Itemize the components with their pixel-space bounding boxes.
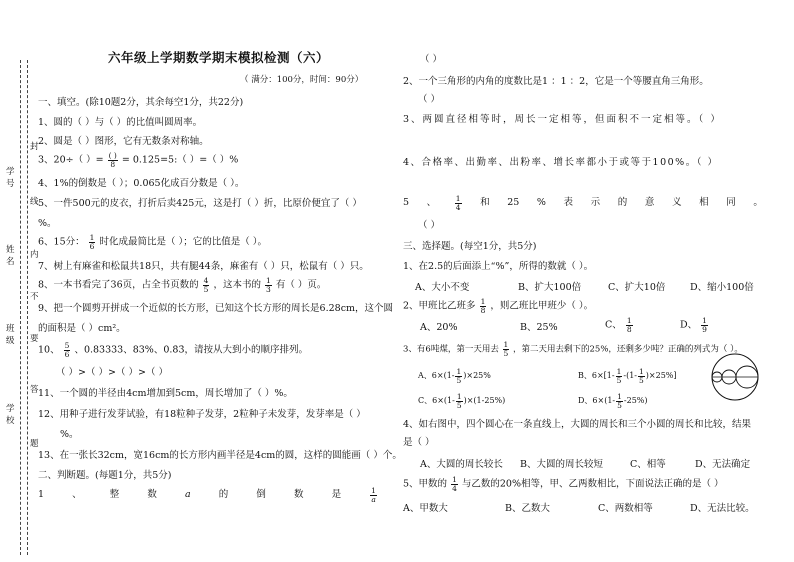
- s3-q5-opt-b: B、乙数大: [505, 503, 550, 514]
- page-title: 六年级上学期数学期末模拟检测（六）: [108, 50, 330, 65]
- s3-q2-opt-d: D、 $\frac{1}{9}$: [680, 316, 707, 334]
- s2-q2-blank: （ ）: [418, 94, 441, 105]
- binding-char: 不: [30, 292, 39, 302]
- section1-heading: 一、填空。(除10题2分，其余每空1分，共22分): [38, 97, 244, 108]
- s1-q3: [38, 152, 238, 168]
- s3-q2-opt-a: A、20%: [420, 322, 458, 333]
- s3-q3-opt-c: C、6×(1- $\frac{1}{5}$ )×(1-25%): [418, 392, 506, 410]
- s3-q5-opt-c: C、两数相等: [598, 503, 653, 514]
- label-class: 班级: [6, 324, 15, 346]
- s1-q5-a: 5、一件500元的皮衣，打折后卖425元，这是打（ ）折，比原价便宜了（ ）: [38, 198, 362, 209]
- s1-q12-a: 12、用种子进行发芽试验，有18粒种子发芽，2粒种子未发芽，发芽率是（ ）: [38, 409, 366, 420]
- s1-q12-b: %。: [60, 429, 79, 440]
- s3-q1-opt-b: B、扩大100倍: [518, 282, 582, 293]
- s3-q3-fraction: $\frac{1}{5}$: [503, 340, 509, 358]
- binding-char: 内: [30, 250, 39, 260]
- s1-q10-order: （ ）>（ ）>（ ）>（ ）: [56, 367, 168, 378]
- s3-q2-fraction: $\frac{1}{8}$: [480, 297, 486, 315]
- s1-q3-a: 3、20÷（ ）=: [38, 154, 104, 166]
- binding-char: 答: [30, 385, 39, 395]
- label-student-id: 学号: [6, 167, 15, 189]
- s1-q9-b: 的面积是（ ）cm²。: [38, 323, 126, 334]
- s1-q13: 13、在一张长32cm，宽16cm的长方形内画半径是4cm的圆，这样的圆能画（ ）个。: [38, 450, 402, 461]
- binding-char: 要: [30, 334, 39, 344]
- s3-q5-opt-a: A、甲数大: [403, 503, 448, 514]
- s3-q4-opt-b: B、大圆的周长较短: [520, 459, 603, 470]
- binding-char: 封: [30, 142, 39, 152]
- s3-q4-opt-d: D、无法确定: [695, 459, 751, 470]
- s1-q11: 11、一个圆的半径由4cm增加到5cm，周长增加了（ ）%。: [38, 388, 293, 399]
- s3-q4-a: 4、如右图中，四个圆心在一条直线上，大圆的周长和三个小圆的周长和比较，结果: [403, 419, 752, 430]
- s1-q10-fraction: $\frac{5}{6}$: [64, 341, 70, 359]
- s3-q4-b: 是（ ）: [403, 437, 435, 448]
- s3-q1-opt-d: D、缩小100倍: [690, 282, 754, 293]
- s3-q2: 2、甲班比乙班多 $\frac{1}{8}$ ，则乙班比甲班少（ ）。: [403, 297, 594, 315]
- section2-heading: 二、判断题。(每题1分，共5分): [38, 470, 172, 481]
- s1-q2: 2、圆是（ ）图形，它有无数条对称轴。: [38, 136, 209, 147]
- s2-q1: 1 、 整 数 a 的 倒 数 是 $\frac{1}{a}$: [38, 486, 376, 504]
- s3-q5: 5、甲数的 $\frac{1}{4}$ 与乙数的20%相等，甲、乙两数相比，下面说法正确的是（ ）: [403, 475, 724, 493]
- s3-q1-opt-a: A、大小不变: [415, 282, 470, 293]
- s1-q6-fraction: $\frac{1}{6}$: [89, 233, 95, 251]
- s2-q4: 4、合格率、出勤率、出粉率、增长率都小于或等于100%。（ ）: [403, 157, 719, 168]
- s2-q1-answer-blank: （ ）: [420, 54, 443, 65]
- s1-q8-fraction-2: $\frac{1}{3}$: [266, 276, 271, 294]
- s3-q2-opt-b: B、25%: [520, 322, 558, 333]
- s1-q9-a: 9、把一个圆剪开拼成一个近似的长方形，已知这个长方形的周长是6.28cm，这个圆: [38, 303, 394, 314]
- s1-q8-fraction: $\frac{4}{5}$: [203, 276, 209, 294]
- s1-q3-fraction: $\frac{( )}{8}$: [108, 151, 117, 169]
- s3-q3-opt-b: B、6×[1- $\frac{1}{5}$ -(1- $\frac{1}{5}$ )×25%]: [578, 367, 677, 385]
- s1-q1: 1、圆的（ ）与（ ）的比值叫圆周率。: [38, 117, 203, 128]
- binding-char: 线: [30, 197, 39, 207]
- s3-q1: 1、在2.5的后面添上“%”，所得的数就（ ）。: [403, 261, 594, 272]
- s1-q5-b: %。: [38, 218, 57, 229]
- binding-line-inner: [27, 60, 28, 555]
- s3-q2-opt-c: C、 $\frac{1}{8}$: [605, 316, 632, 334]
- s1-q6: 6、15分： $\frac{1}{6}$ 时化成最简比是（ ）；它的比值是（ ）。: [38, 233, 268, 251]
- s1-q4: 4、1%的倒数是（ ）；0.065化成百分数是（ ）。: [38, 178, 245, 189]
- circles-diagram: [702, 352, 768, 402]
- s2-q1-fraction: $\frac{1}{a}$: [371, 486, 376, 504]
- s3-q4-opt-c: C、相等: [630, 459, 666, 470]
- s3-q5-fraction: $\frac{1}{4}$: [452, 475, 457, 493]
- s3-q3: 3、有6吨煤，第一天用去 $\frac{1}{5}$ ，第二天用去剩下的25%，还剩多少吨？正确的列式为（ ）。: [403, 340, 743, 358]
- s3-q3-opt-d: D、6×(1- $\frac{1}{5}$ -25%): [578, 392, 648, 410]
- s2-q5-blank: （ ）: [418, 220, 441, 231]
- label-school: 学校: [6, 404, 15, 426]
- exam-meta: （ 满分：100分，时间：90分）: [240, 75, 364, 85]
- s3-q4-opt-a: A、大圆的周长较长: [420, 459, 503, 470]
- s2-q3: 3、两圆直径相等时，周长一定相等，但面积不一定相等。（ ）: [403, 114, 722, 125]
- label-name: 姓名: [6, 245, 15, 267]
- s2-q2: 2、一个三角形的内角的度数比是1 ：1 ：2，它是一个等腰直角三角形。: [403, 76, 709, 87]
- s2-q5: 5 、 $\frac{1}{4}$ 和 25 % 表 示 的 意 义 相 同 。: [403, 194, 763, 212]
- s2-q5-fraction: $\frac{1}{4}$: [455, 194, 461, 212]
- binding-char: 题: [30, 439, 39, 449]
- s1-q7: 7、树上有麻雀和松鼠共18只，共有腿44条，麻雀有（ ）只，松鼠有（ ）只。: [38, 261, 369, 272]
- s1-q10: 10、 $\frac{5}{6}$ 、0.83333、83%、0.8̇3̇，请按从大到小的顺序排列。: [38, 341, 308, 359]
- s1-q8: 8、一本书看完了36页，占全书页数的 $\frac{4}{5}$ ，这本书的 $\frac{1}{3}$ 有（ ）页。: [38, 276, 327, 294]
- binding-line-outer: [20, 60, 21, 555]
- s3-q5-opt-d: D、无法比较。: [690, 503, 755, 514]
- s3-q3-opt-a: A、6×(1- $\frac{1}{5}$ )×25%: [418, 367, 491, 385]
- section3-heading: 三、选择题。(每空1分，共5分): [403, 241, 537, 252]
- s1-q3-b: = 0.125=5:（ ）=（ ）%: [121, 154, 239, 166]
- s3-q1-opt-c: C、扩大10倍: [608, 282, 666, 293]
